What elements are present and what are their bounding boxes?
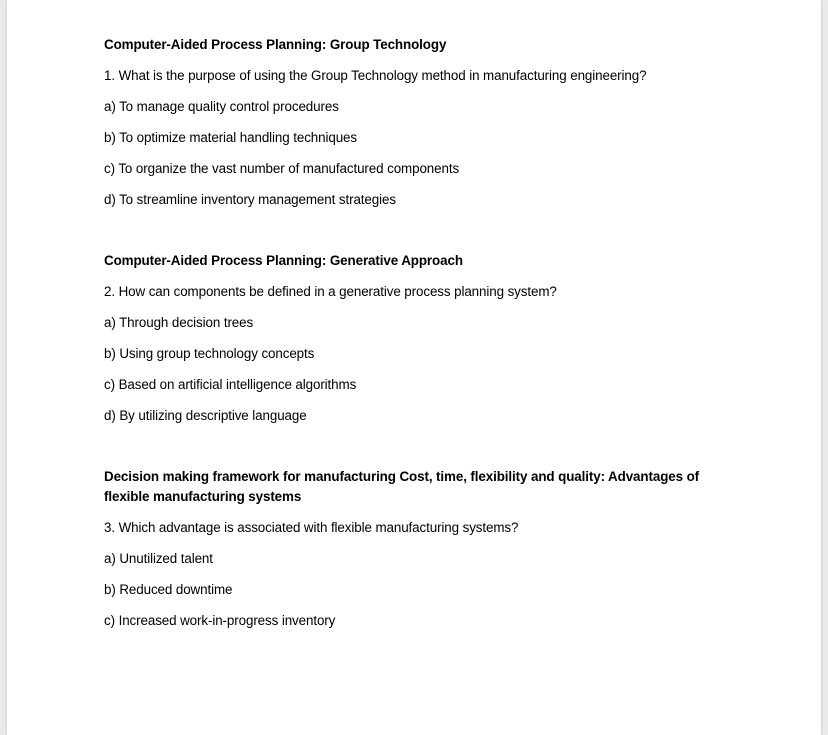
option-c: c) Based on artificial intelligence algorithms: [104, 377, 357, 392]
question-text: 2. How can components be defined in a generative process planning system?: [104, 284, 557, 299]
option-b: b) Reduced downtime: [104, 582, 233, 597]
option-d: d) By utilizing descriptive language: [104, 408, 307, 423]
option-d: d) To streamline inventory management strategies: [104, 192, 396, 207]
option-b: b) To optimize material handling techniques: [104, 130, 357, 145]
question-text: 3. Which advantage is associated with flexible manufacturing systems?: [104, 520, 519, 535]
option-c: c) Increased work-in-progress inventory: [104, 613, 336, 628]
option-c: c) To organize the vast number of manufactured components: [104, 161, 460, 176]
section-heading: Computer-Aided Process Planning: Generative Approach: [104, 253, 463, 268]
document-page: [7, 0, 821, 735]
section-heading: Computer-Aided Process Planning: Group Technology: [104, 37, 447, 52]
section-generative-approach: [104, 251, 724, 423]
section-heading: Decision making framework for manufacturing Cost, time, flexibility and quality: Advantages of flexible manufacturing systems: [104, 469, 700, 504]
section-group-technology: [104, 35, 724, 207]
section-flexible-manufacturing: [104, 467, 724, 628]
option-a: a) To manage quality control procedures: [104, 99, 339, 114]
option-a: a) Through decision trees: [104, 315, 254, 330]
option-a: a) Unutilized talent: [104, 551, 213, 566]
question-text: 1. What is the purpose of using the Group Technology method in manufacturing engineering?: [104, 68, 647, 83]
option-b: b) Using group technology concepts: [104, 346, 315, 361]
